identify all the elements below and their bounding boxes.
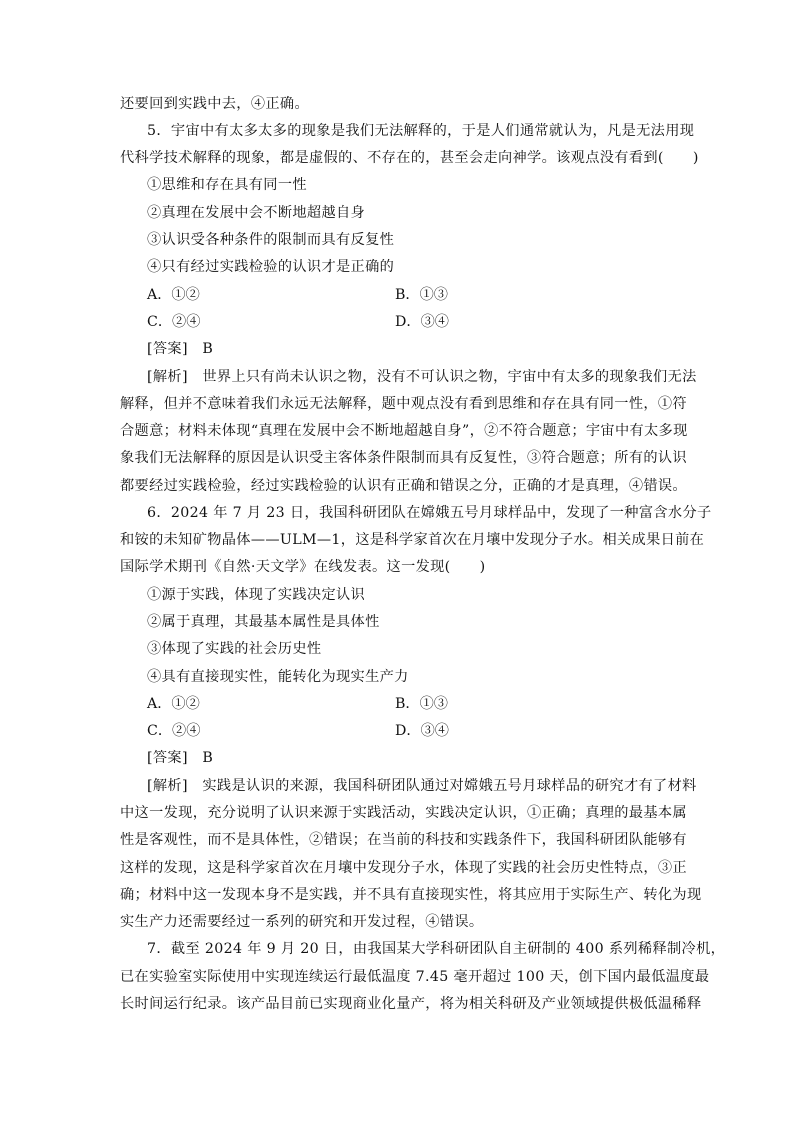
question-5-analysis: 都要经过实践检验，经过实践检验的认识有正确和错误之分，正确的才是真理，④错误。 — [120, 478, 687, 494]
question-6-statement-3: ③体现了实践的社会历史性 — [147, 641, 322, 657]
question-5-stem: 代科学技术解释的现象，都是虚假的、不存在的，甚至会走向神学。该观点没有看到( ) — [120, 150, 699, 166]
question-6-option-b: B．①③ — [395, 696, 448, 712]
question-5-analysis: 象我们无法解释的原因是认识受主客体条件限制而具有反复性，③符合题意；所有的认识 — [120, 450, 687, 466]
question-5-statement-3: ③认识受各种条件的限制而具有反复性 — [147, 232, 395, 248]
question-5-answer: [答案] B — [147, 341, 214, 357]
question-6-option-a: A．①② — [147, 696, 200, 712]
question-6-statement-2: ②属于真理，其最基本属性是具体性 — [147, 614, 380, 630]
question-6-stem: 和铵的未知矿物晶体——ULM—1，这是科学家首次在月壤中发现分子水。相关成果日前在 — [120, 532, 705, 548]
question-5-statement-2: ②真理在发展中会不断地超越自身 — [147, 205, 366, 221]
question-6-analysis: 这样的发现，这是科学家首次在月壤中发现分子水，体现了实践的社会历史性特点，③正 — [120, 860, 687, 876]
question-6-statement-4: ④具有直接现实性，能转化为现实生产力 — [147, 669, 409, 685]
text-line: 还要回到实践中去，④正确。 — [120, 96, 309, 112]
question-5-analysis: 合题意；材料未体现“真理在发展中会不断地超越自身”，②不符合题意；宇宙中有太多现 — [120, 423, 688, 439]
question-6-analysis: 确；材料中这一发现本身不是实践，并不具有直接现实性，将其应用于实际生产、转化为现 — [120, 887, 702, 903]
question-5-analysis: 解释，但并不意味着我们永远无法解释，题中观点没有看到思维和存在具有同一性，①符 — [120, 396, 687, 412]
question-6-analysis: 实生产力还需要经过一系列的研究和开发过程，④错误。 — [120, 914, 484, 930]
question-6-analysis: [解析] 实践是认识的来源，我国科研团队通过对嫦娥五号月球样品的研究才有了材料 — [147, 778, 697, 794]
question-6-answer: [答案] B — [147, 750, 214, 766]
question-6-option-d: D．③④ — [395, 723, 449, 739]
question-6-stem: 6．2024 年 7 月 23 日，我国科研团队在嫦娥五号月球样品中，发现了一种富含水分子 — [147, 505, 712, 521]
question-5-analysis: [解析] 世界上只有尚未认识之物，没有不可认识之物，宇宙中有太多的现象我们无法 — [147, 369, 697, 385]
question-5-statement-4: ④只有经过实践检验的认识才是正确的 — [147, 259, 395, 275]
question-6-stem: 国际学术期刊《自然·天文学》在线发表。这一发现( ) — [120, 559, 486, 575]
question-7-stem: 长时间运行纪录。该产品目前已实现商业化量产，将为相关科研及产业领域提供极低温稀释 — [120, 996, 702, 1012]
question-5-option-b: B．①③ — [395, 287, 448, 303]
question-6-analysis: 中这一发现，充分说明了认识来源于实践活动，实践决定认识，①正确；真理的最基本属 — [120, 805, 687, 821]
question-5-option-a: A．①② — [147, 287, 200, 303]
question-5-option-c: C．②④ — [147, 314, 201, 330]
question-6-statement-1: ①源于实践，体现了实践决定认识 — [147, 587, 366, 603]
question-5-option-d: D．③④ — [395, 314, 449, 330]
question-7-stem: 已在实验室实际使用中实现连续运行最低温度 7.45 毫开超过 100 天，创下国内最低温度最 — [120, 969, 710, 985]
question-6-option-c: C．②④ — [147, 723, 201, 739]
question-5-stem: 5．宇宙中有太多太多的现象是我们无法解释的，于是人们通常就认为，凡是无法用现 — [147, 123, 695, 139]
question-7-stem: 7．截至 2024 年 9 月 20 日，由我国某大学科研团队自主研制的 400 系列稀释制冷机， — [147, 941, 726, 957]
question-5-statement-1: ①思维和存在具有同一性 — [147, 177, 307, 193]
question-6-analysis: 性是客观性，而不是具体性，②错误；在当前的科技和实践条件下，我国科研团队能够有 — [120, 832, 687, 848]
